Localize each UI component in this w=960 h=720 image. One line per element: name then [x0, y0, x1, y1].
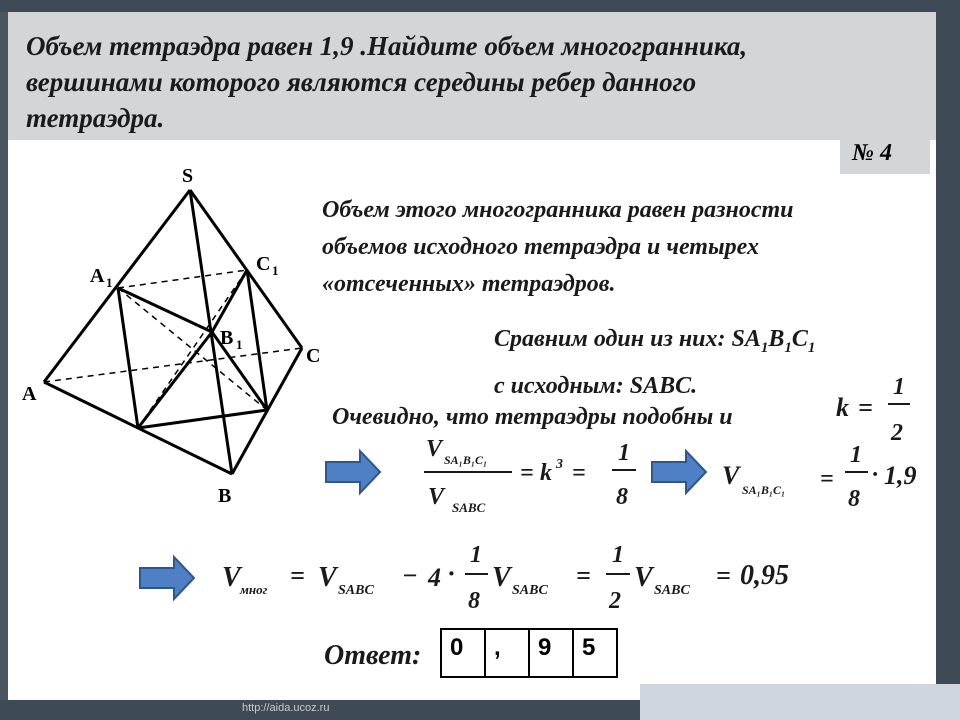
- f1-k: k: [540, 460, 552, 486]
- f3-V4: V: [634, 562, 653, 593]
- arrow-icon-2: [652, 451, 706, 493]
- k-num: 1: [893, 374, 905, 400]
- f3-sub-mnog: мног: [240, 582, 268, 597]
- hidden-edge-A1-M3: [118, 288, 267, 410]
- explanation-line-1: Объем этого многогранника равен разности: [322, 197, 794, 223]
- formula-ratio: [424, 436, 636, 515]
- f2-times: ·: [872, 462, 878, 488]
- label-C1-sub: 1: [272, 263, 279, 278]
- f2-eq: =: [820, 466, 834, 492]
- edge-A1-B1: [118, 288, 212, 332]
- answer-grid: [440, 628, 618, 678]
- f3-eq3: =: [716, 561, 731, 590]
- corner-box: [640, 684, 960, 720]
- formula-polyhedron-volume: [222, 542, 789, 614]
- f1-V-bottom: V: [428, 484, 445, 510]
- edge-C1-M3: [247, 270, 267, 410]
- label-C1: C: [256, 253, 271, 275]
- compare-line-2: с исходным: SABC.: [494, 372, 698, 399]
- k-den: 2: [891, 420, 903, 446]
- f3-V2: V: [318, 562, 337, 593]
- edge-M1-M3: [138, 410, 267, 428]
- hidden-edge-A1-C1: [118, 270, 247, 288]
- f3-sub-sabc2: SABC: [512, 583, 548, 598]
- f3-four: 4: [428, 563, 441, 592]
- formula-small-volume: [722, 442, 917, 512]
- label-A: A: [22, 383, 37, 405]
- k-equals-half: [836, 374, 910, 446]
- label-B1-sub: 1: [236, 337, 243, 352]
- tetrahedron-figure: [44, 190, 302, 474]
- similarity-text: Очевидно, что тетраэдры подобны и: [332, 404, 733, 430]
- k-equals: =: [858, 393, 873, 422]
- edge-SA: [44, 190, 190, 382]
- hidden-edge-C1-M1: [138, 270, 247, 428]
- f1-k-exp: 3: [556, 457, 563, 472]
- f1-den: 8: [616, 484, 628, 510]
- f1-num: 1: [618, 440, 630, 466]
- compare-sub-a: 1: [760, 339, 769, 356]
- f1-sub-top: SA₁B₁C₁: [444, 453, 488, 467]
- label-B: B: [218, 485, 232, 507]
- f3-result: 0,95: [740, 560, 789, 591]
- f3-den2: 2: [609, 588, 621, 614]
- explanation-line-3: «отсеченных» тетраэдров.: [322, 271, 616, 297]
- compare-prefix: Сравним один из них: SA: [494, 326, 761, 352]
- compare-sub-c: 1: [807, 339, 816, 356]
- title-line-3: тетраэдра.: [26, 103, 165, 133]
- label-S: S: [182, 165, 194, 187]
- answer-label: Ответ:: [324, 640, 422, 671]
- f3-den1: 8: [468, 588, 480, 614]
- f3-minus: −: [402, 561, 418, 590]
- f1-eq2: =: [572, 460, 586, 486]
- explanation-line-2: объемов исходного тетраэдра и четырех: [322, 234, 759, 260]
- f3-sub-sabc1: SABC: [338, 583, 374, 598]
- answer-cell-3: 9: [529, 629, 573, 677]
- arrow-icon-1: [326, 451, 380, 493]
- f3-V3: V: [492, 562, 511, 593]
- f1-sub-bottom: SABC: [452, 500, 486, 515]
- label-C: C: [306, 345, 321, 367]
- arrow-icon-3: [140, 557, 194, 599]
- answer-cell-4: 5: [573, 629, 617, 677]
- label-B1: B: [220, 327, 234, 349]
- f3-V1: V: [222, 562, 241, 593]
- f3-num1: 1: [470, 542, 482, 568]
- f3-eq2: =: [576, 561, 591, 590]
- f2-den: 8: [848, 486, 860, 512]
- f2-num: 1: [850, 442, 862, 468]
- edge-SC: [190, 190, 302, 348]
- compare-sub-b: 1: [784, 339, 792, 356]
- compare-c: C: [791, 326, 808, 352]
- label-A1: A: [90, 265, 105, 287]
- title-line-1: Объем тетраэдра равен 1,9 .Найдите объем многогранника,: [26, 31, 748, 61]
- problem-number-badge: № 4: [840, 132, 930, 174]
- f3-num2: 1: [612, 542, 624, 568]
- footer-url: http://aida.ucoz.ru: [242, 702, 330, 714]
- label-A1-sub: 1: [106, 275, 113, 290]
- f3-eq1: =: [290, 561, 305, 590]
- f3-dot: ·: [448, 559, 455, 588]
- f2-sub: SA₁B₁C₁: [742, 483, 786, 497]
- f3-sub-sabc3: SABC: [654, 583, 690, 598]
- f2-V: V: [722, 461, 740, 490]
- k-symbol: k: [836, 393, 849, 422]
- compare-b: B: [768, 326, 785, 352]
- edge-A1-M1: [118, 288, 138, 428]
- answer-cell-1: 0: [441, 629, 485, 677]
- f2-val: 1,9: [884, 461, 917, 490]
- title-line-2: вершинами которого являются середины ребер данного: [26, 67, 697, 97]
- edge-B1-M1: [138, 332, 212, 428]
- f1-V-top: V: [426, 436, 443, 462]
- answer-cell-2: ,: [485, 629, 529, 677]
- edge-C1-B1: [212, 270, 247, 332]
- f1-eq1: =: [520, 460, 534, 486]
